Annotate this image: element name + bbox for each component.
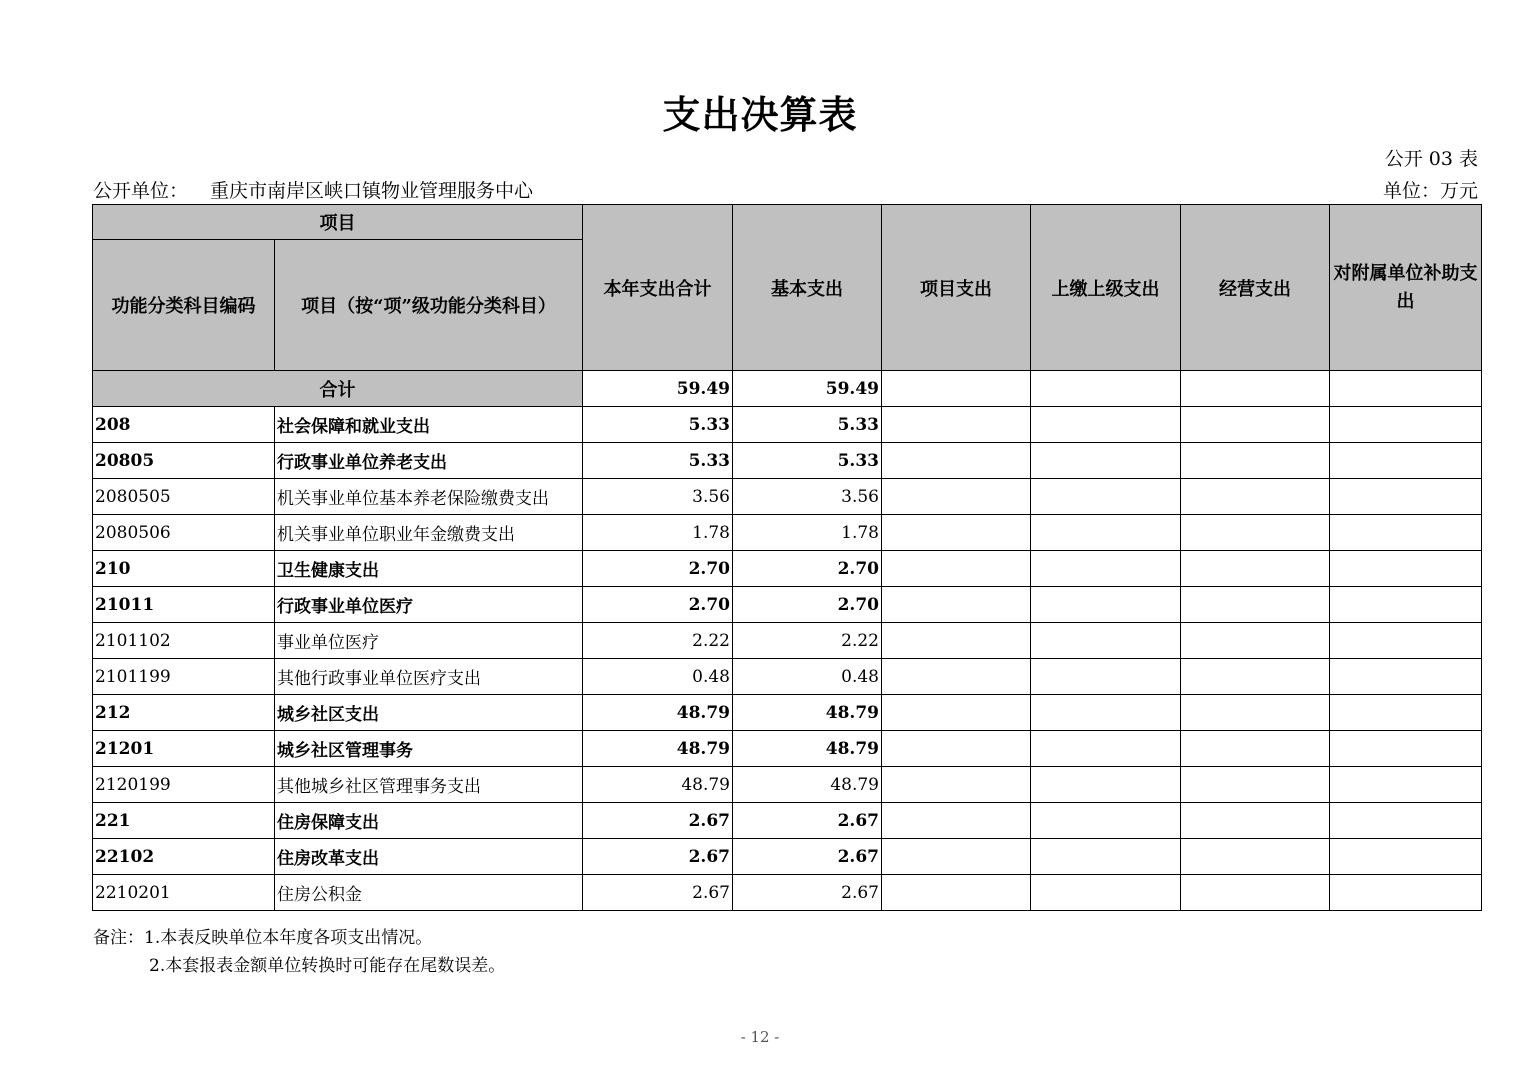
row-total: 2.70 [583, 551, 733, 587]
row-name: 行政事业单位养老支出 [275, 443, 583, 479]
row-name: 其他行政事业单位医疗支出 [275, 659, 583, 695]
header-basic: 基本支出 [733, 205, 882, 371]
org-info [93, 176, 533, 203]
row-code: 221 [93, 803, 275, 839]
row-total: 0.48 [583, 659, 733, 695]
row-basic: 5.33 [733, 407, 882, 443]
table-row [93, 839, 1482, 875]
row-name: 机关事业单位基本养老保险缴费支出 [275, 479, 583, 515]
table-row [93, 875, 1482, 911]
row-code: 210 [93, 551, 275, 587]
table-row [93, 551, 1482, 587]
row-basic: 3.56 [733, 479, 882, 515]
row-basic: 2.22 [733, 623, 882, 659]
row-name: 行政事业单位医疗 [275, 587, 583, 623]
row-basic: 2.70 [733, 587, 882, 623]
table-row [93, 803, 1482, 839]
row-total: 2.67 [583, 803, 733, 839]
row-code: 212 [93, 695, 275, 731]
org-label: 公开单位： [93, 180, 189, 202]
row-total: 2.67 [583, 839, 733, 875]
unit-row [93, 176, 1478, 204]
note-line-2: 2.本套报表金额单位转换时可能存在尾数误差。 [149, 956, 506, 976]
row-basic: 48.79 [733, 695, 882, 731]
row-name: 住房公积金 [275, 875, 583, 911]
table-row [93, 659, 1482, 695]
row-name: 住房保障支出 [275, 803, 583, 839]
row-basic: 2.67 [733, 875, 882, 911]
row-basic: 2.67 [733, 839, 882, 875]
row-code: 2101102 [93, 623, 275, 659]
row-basic: 48.79 [733, 767, 882, 803]
table-row [93, 587, 1482, 623]
notes [93, 924, 505, 980]
page-number: - 12 - [740, 1028, 780, 1046]
header-code: 功能分类科目编码 [93, 240, 275, 371]
table-row [93, 515, 1482, 551]
header-business: 经营支出 [1181, 205, 1330, 371]
header-item-group: 项目 [93, 205, 583, 240]
row-code: 2210201 [93, 875, 275, 911]
table-row [93, 731, 1482, 767]
note-line-1: 备注：1.本表反映单位本年度各项支出情况。 [93, 928, 433, 948]
table-row [93, 623, 1482, 659]
unit-label: 单位：万元 [1382, 180, 1478, 202]
header-total: 本年支出合计 [583, 205, 733, 371]
total-row [93, 371, 1482, 407]
row-total: 2.67 [583, 875, 733, 911]
header-subsidy: 对附属单位补助支出 [1330, 205, 1482, 371]
row-total: 5.33 [583, 443, 733, 479]
row-total: 1.78 [583, 515, 733, 551]
row-total: 48.79 [583, 767, 733, 803]
row-total: 48.79 [583, 695, 733, 731]
row-code: 2120199 [93, 767, 275, 803]
table-row [93, 695, 1482, 731]
form-code: 公开 03 表 [1384, 148, 1478, 170]
expenditure-table [92, 204, 1482, 911]
row-name: 其他城乡社区管理事务支出 [275, 767, 583, 803]
table-row [93, 407, 1482, 443]
row-name: 城乡社区管理事务 [275, 731, 583, 767]
table-row [93, 443, 1482, 479]
row-code: 208 [93, 407, 275, 443]
org-name: 重庆市南岸区峡口镇物业管理服务中心 [210, 180, 534, 202]
row-name: 城乡社区支出 [275, 695, 583, 731]
header-upper: 上缴上级支出 [1031, 205, 1181, 371]
row-basic: 2.70 [733, 551, 882, 587]
row-code: 20805 [93, 443, 275, 479]
row-name: 机关事业单位职业年金缴费支出 [275, 515, 583, 551]
row-basic: 1.78 [733, 515, 882, 551]
row-total: 5.33 [583, 407, 733, 443]
row-basic: 2.67 [733, 803, 882, 839]
row-total: 2.70 [583, 587, 733, 623]
row-basic: 48.79 [733, 731, 882, 767]
row-name: 卫生健康支出 [275, 551, 583, 587]
row-basic: 0.48 [733, 659, 882, 695]
row-total: 3.56 [583, 479, 733, 515]
row-total: 48.79 [583, 731, 733, 767]
page-title: 支出决算表 [662, 92, 858, 137]
row-name: 住房改革支出 [275, 839, 583, 875]
row-code: 21011 [93, 587, 275, 623]
row-basic: 5.33 [733, 443, 882, 479]
total-amount: 59.49 [583, 371, 733, 407]
total-basic: 59.49 [733, 371, 882, 407]
row-code: 2101199 [93, 659, 275, 695]
row-code: 2080506 [93, 515, 275, 551]
row-code: 2080505 [93, 479, 275, 515]
total-label: 合计 [93, 371, 583, 407]
row-total: 2.22 [583, 623, 733, 659]
header-name: 项目（按“项”级功能分类科目） [275, 240, 583, 371]
header-project: 项目支出 [882, 205, 1031, 371]
row-name: 事业单位医疗 [275, 623, 583, 659]
table-row [93, 479, 1482, 515]
row-name: 社会保障和就业支出 [275, 407, 583, 443]
row-code: 21201 [93, 731, 275, 767]
table-row [93, 767, 1482, 803]
row-code: 22102 [93, 839, 275, 875]
